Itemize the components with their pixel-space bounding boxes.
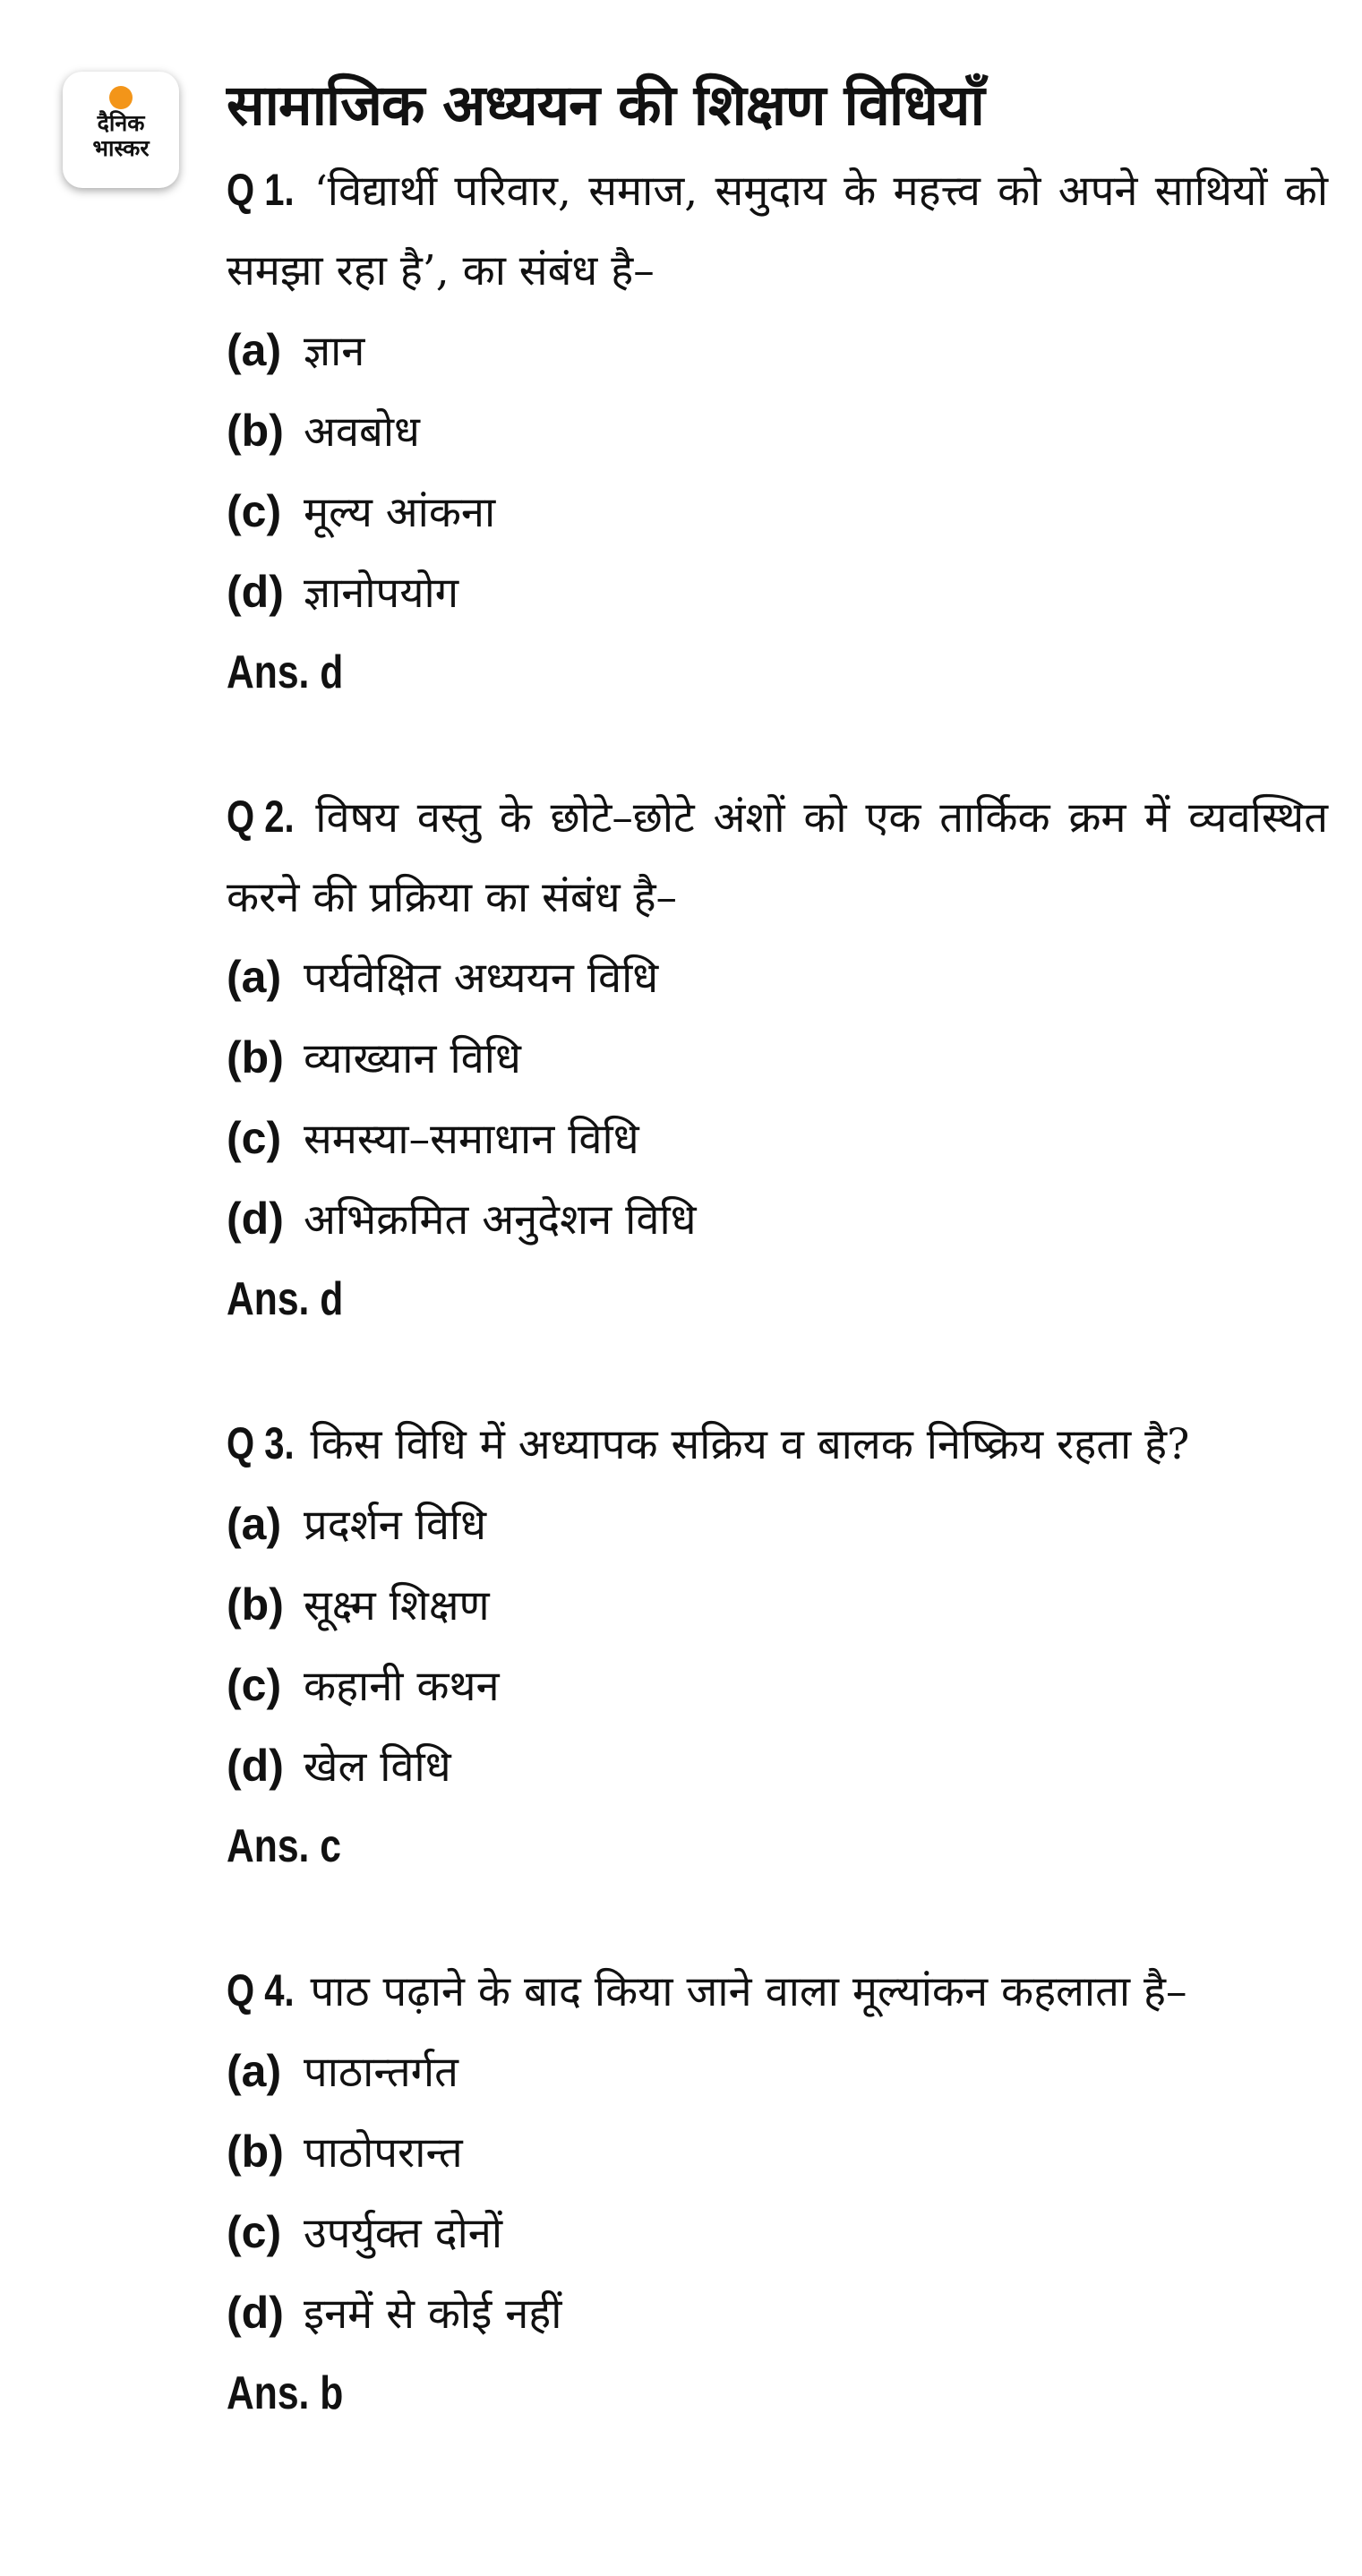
option-text: पाठोपरान्त — [304, 2128, 463, 2178]
option-text: कहानी कथन — [304, 1662, 500, 1711]
option-text: समस्या–समाधान विधि — [304, 1115, 639, 1164]
option-text: ज्ञानोपयोग — [304, 569, 459, 618]
option-text: प्रदर्शन विधि — [304, 1501, 487, 1550]
option-a — [227, 937, 1328, 1018]
option-label: (c) — [227, 1660, 282, 1710]
option-text: इनमें से कोई नहीं — [304, 2289, 562, 2339]
option-label: (d) — [227, 1194, 284, 1244]
option-label: (a) — [227, 325, 282, 375]
quiz-content — [227, 61, 1328, 2434]
option-label: (a) — [227, 2046, 282, 2096]
answer: Ans. c — [227, 1820, 341, 1872]
option-d — [227, 552, 1328, 633]
option-a — [227, 1485, 1328, 1565]
option-text: उपर्युक्त दोनों — [304, 2209, 503, 2258]
option-text: सूक्ष्म शिक्षण — [304, 1581, 490, 1630]
option-text: मूल्य आंकना — [304, 488, 496, 537]
option-text: अभिक्रमित अनुदेशन विधि — [304, 1195, 697, 1245]
question-number: Q 2. — [227, 792, 295, 842]
option-d — [227, 2273, 1328, 2354]
option-label: (b) — [227, 1032, 284, 1083]
option-b — [227, 391, 1328, 472]
option-label: (c) — [227, 486, 282, 536]
option-text: खेल विधि — [304, 1742, 451, 1792]
option-label: (a) — [227, 952, 282, 1002]
option-d — [227, 1179, 1328, 1260]
option-label: (a) — [227, 1499, 282, 1549]
option-text: व्याख्यान विधि — [304, 1034, 521, 1083]
question-body: विषय वस्तु के छोटे–छोटे अंशों को एक तार्किक क्रम में व्यवस्थित करने की प्रक्रिया का संबंध है– — [227, 793, 1328, 922]
option-label: (b) — [227, 2127, 284, 2177]
question-text — [227, 1951, 1328, 2032]
question-text — [227, 777, 1328, 937]
option-label: (d) — [227, 567, 284, 617]
question-body: ‘विद्यार्थी परिवार, समाज, समुदाय के महत्त्व को अपने साथियों को समझा रहा है’, का संबंध है– — [227, 167, 1328, 295]
question-3 — [227, 1404, 1328, 1887]
answer: Ans. d — [227, 646, 344, 698]
option-text: पाठान्तर्गत — [304, 2048, 458, 2097]
option-b — [227, 1018, 1328, 1099]
option-label: (c) — [227, 1113, 282, 1163]
option-text: ज्ञान — [304, 327, 365, 376]
option-c — [227, 2193, 1328, 2273]
option-label: (c) — [227, 2207, 282, 2257]
option-label: (d) — [227, 2288, 284, 2338]
logo-sun-icon — [109, 86, 133, 109]
question-text — [227, 1404, 1328, 1485]
answer: Ans. b — [227, 2367, 344, 2419]
question-number: Q 4. — [227, 1965, 295, 2015]
question-number: Q 3. — [227, 1418, 295, 1468]
option-b — [227, 2112, 1328, 2193]
answer: Ans. d — [227, 1273, 344, 1325]
option-text: पर्यवेक्षित अध्ययन विधि — [304, 954, 659, 1003]
option-a — [227, 311, 1328, 391]
option-d — [227, 1726, 1328, 1807]
option-label: (b) — [227, 406, 284, 456]
question-number: Q 1. — [227, 165, 295, 215]
page-title: सामाजिक अध्ययन की शिक्षण विधियाँ — [227, 73, 984, 138]
question-body: पाठ पढ़ाने के बाद किया जाने वाला मूल्यांकन कहलाता है– — [310, 1967, 1187, 2016]
option-c — [227, 472, 1328, 552]
option-c — [227, 1646, 1328, 1726]
option-b — [227, 1565, 1328, 1646]
option-label: (b) — [227, 1579, 284, 1630]
question-1 — [227, 150, 1328, 713]
option-label: (d) — [227, 1741, 284, 1791]
option-a — [227, 2032, 1328, 2112]
question-2 — [227, 777, 1328, 1339]
option-c — [227, 1099, 1328, 1179]
logo-text-line2: भास्कर — [92, 135, 150, 161]
question-4 — [227, 1951, 1328, 2434]
option-text: अवबोध — [304, 407, 420, 457]
question-body: किस विधि में अध्यापक सक्रिय व बालक निष्क्रिय रहता है? — [310, 1420, 1190, 1469]
question-text — [227, 150, 1328, 311]
logo-text-line1: दैनिक — [97, 110, 145, 136]
dainik-bhaskar-logo — [63, 72, 179, 188]
